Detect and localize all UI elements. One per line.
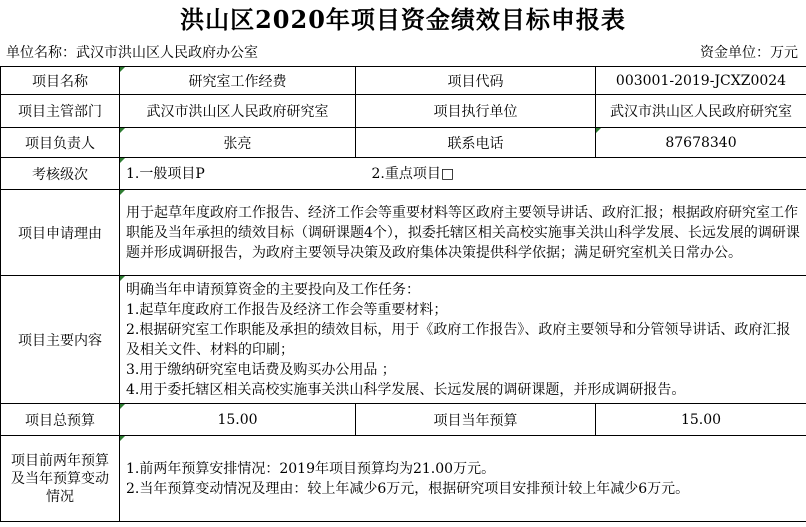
dept-label: 项目主管部门 (1, 95, 120, 128)
phone-label: 联系电话 (356, 128, 596, 158)
budget-change-label-line: 及当年预算变动 (11, 470, 109, 487)
content-line: 1.起草年度政府工作报告及经济工作会等重要材料； (126, 301, 448, 318)
budget-change-line: 2.当年预算变动情况及理由：较上年减少6万元，根据研究项目安排预计较上年减少6万元。 (126, 480, 690, 497)
project-code-label: 项目代码 (356, 67, 596, 95)
content-line: 4.用于委托辖区相关高校实施事关洪山科学发展、长远发展的调研课题，并形成调研报告。 (126, 381, 686, 398)
current-budget-value[interactable]: 15.00 (596, 404, 806, 436)
project-name-label: 项目名称 (1, 67, 120, 95)
level-option-general[interactable]: 1.一般项目P (120, 158, 356, 190)
content-line: 3.用于缴纳研究室电话费及购买办公用品 ； (126, 361, 396, 378)
budget-change-text[interactable] (120, 436, 806, 522)
total-budget-label: 项目总预算 (1, 404, 120, 436)
budget-change-line: 1.前两年预算安排情况：2019年项目预算均为21.00万元。 (126, 460, 496, 477)
form-title: 洪山区2020年项目资金绩效目标申报表 (180, 5, 626, 34)
table-row (1, 276, 806, 404)
table-row (1, 95, 806, 128)
table-row (1, 404, 806, 436)
budget-change-label-line: 项目前两年预算 (11, 452, 109, 469)
table-row (1, 158, 806, 190)
owner-value[interactable]: 张亮 (120, 128, 356, 158)
content-label: 项目主要内容 (1, 276, 120, 404)
dept-value[interactable]: 武汉市洪山区人民政府研究室 (120, 95, 356, 128)
budget-change-label (1, 436, 120, 522)
reason-text[interactable]: 用于起草年度政府工作报告、经济工作会等重要材料等区政府主要领导讲话、政府汇报；根据政府研究室工作职能及当年承担的绩效目标（调研课题4个），拟委托辖区相关高校实施事关洪山科学发展、长远发展的调研课题并形成调研报告，为政府主要领导决策及政府集体决策提供科学依据；满足研究室机关日常办公。 (120, 190, 806, 276)
content-line: 2.根据研究室工作职能及承担的绩效目标，用于《政府工作报告》、政府主要领导和分管领导讲话、政府汇报及相关文件、材料的印刷； (126, 321, 791, 358)
content-text[interactable] (120, 276, 806, 404)
phone-value[interactable]: 87678340 (596, 128, 806, 158)
content-line: 明确当年申请预算资金的主要投向及工作任务： (126, 281, 420, 298)
level-label: 考核级次 (1, 158, 120, 190)
exec-unit-value[interactable]: 武汉市洪山区人民政府研究室 (596, 95, 806, 128)
currency-unit: 资金单位：万元 (700, 45, 798, 61)
table-row (1, 128, 806, 158)
owner-label: 项目负责人 (1, 128, 120, 158)
level-option-key[interactable]: 2.重点项目□ (356, 158, 806, 190)
table-row (1, 190, 806, 276)
table-row (1, 67, 806, 95)
project-code-value[interactable]: 003001-2019-JCXZ0024 (596, 67, 806, 95)
budget-change-label-line: 情况 (46, 488, 74, 505)
reason-label: 项目申请理由 (1, 190, 120, 276)
project-name-value[interactable]: 研究室工作经费 (120, 67, 356, 95)
unit-name: 单位名称：武汉市洪山区人民政府办公室 (6, 45, 258, 61)
current-budget-label: 项目当年预算 (356, 404, 596, 436)
exec-unit-label: 项目执行单位 (356, 95, 596, 128)
table-row (1, 436, 806, 522)
form-table (0, 66, 806, 522)
total-budget-value[interactable]: 15.00 (120, 404, 356, 436)
